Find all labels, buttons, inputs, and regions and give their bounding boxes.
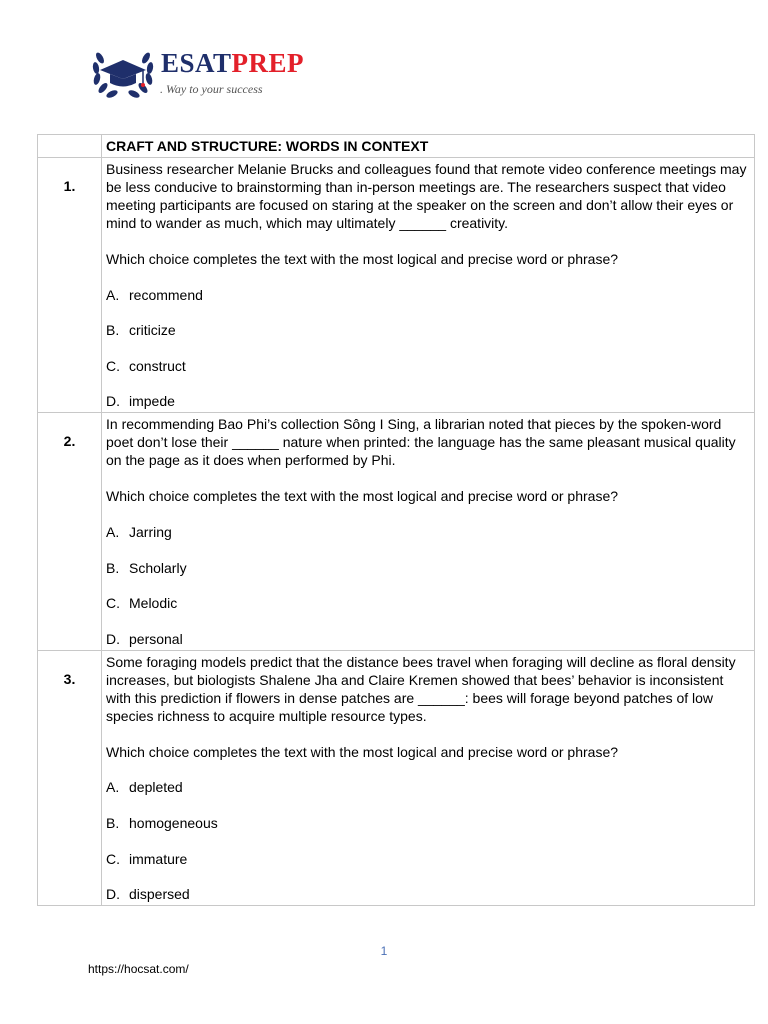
question-body bbox=[102, 650, 755, 905]
question-prompt: Which choice completes the text with the most logical and precise word or phrase? bbox=[106, 488, 619, 505]
page-number: 1 bbox=[380, 944, 388, 958]
question-row bbox=[38, 650, 755, 905]
answer-option: C. construct bbox=[106, 357, 186, 374]
question-body bbox=[102, 158, 755, 413]
question-text: Some foraging models predict that the distance bees travel when foraging will decline as floral density increases, but biologists Shalene Jha and Claire Kremen showed that bees’ behavior is inconsistent with this prediction if flowers in dense patches are ______: bees will forage beyond patches of low species richness to acquire multiple resource types. bbox=[106, 653, 736, 724]
answer-option: B. homogeneous bbox=[106, 814, 218, 831]
answer-option: D. personal bbox=[106, 630, 183, 647]
question-number: 3. bbox=[38, 650, 102, 905]
table-header-row bbox=[38, 135, 755, 158]
header-num-cell bbox=[38, 135, 102, 158]
question-prompt: Which choice completes the text with the most logical and precise word or phrase? bbox=[106, 251, 619, 267]
brand-name: ESATPREP bbox=[161, 48, 305, 78]
question-table bbox=[37, 134, 755, 906]
question-number: 1. bbox=[38, 158, 102, 413]
section-title: CRAFT AND STRUCTURE: WORDS IN CONTEXT bbox=[102, 135, 755, 158]
answer-option: D. impede bbox=[106, 393, 175, 410]
logo bbox=[88, 42, 328, 104]
question-body bbox=[102, 413, 755, 650]
question-text: In recommending Bao Phi’s collection Sông I Sing, a librarian noted that pieces by the spoken-word poet don’t lose their ______ nature when printed: the language has the same pleasant musical quality on the page as it does when performed by Phi. bbox=[106, 416, 736, 469]
graduation-cap-laurel-icon bbox=[88, 42, 158, 104]
brand-tagline: . Way to your success bbox=[160, 82, 263, 96]
question-prompt: Which choice completes the text with the most logical and precise word or phrase? bbox=[106, 743, 619, 760]
answer-option: A. Jarring bbox=[106, 523, 172, 540]
answer-option: C. immature bbox=[106, 850, 188, 867]
footer-url[interactable]: https://hocsat.com/ bbox=[88, 962, 189, 976]
question-number: 2. bbox=[38, 413, 102, 650]
question-text: Business researcher Melanie Brucks and colleagues found that remote video conference meetings may be less conducive to brainstorming than in-person meetings are. The researchers suspect that video meeting participants are focused on staring at the speaker on the screen and don’t allow their eyes or mind to wander as much, which may ultimately ______ creativity. bbox=[106, 161, 747, 231]
answer-option: A. recommend bbox=[106, 286, 203, 303]
question-row bbox=[38, 413, 755, 650]
answer-option: B. Scholarly bbox=[106, 559, 187, 576]
question-row bbox=[38, 158, 755, 413]
answer-option: B. criticize bbox=[106, 322, 176, 339]
answer-option: D. dispersed bbox=[106, 886, 190, 903]
answer-option: A. depleted bbox=[106, 779, 183, 796]
answer-option: C. Melodic bbox=[106, 595, 178, 612]
